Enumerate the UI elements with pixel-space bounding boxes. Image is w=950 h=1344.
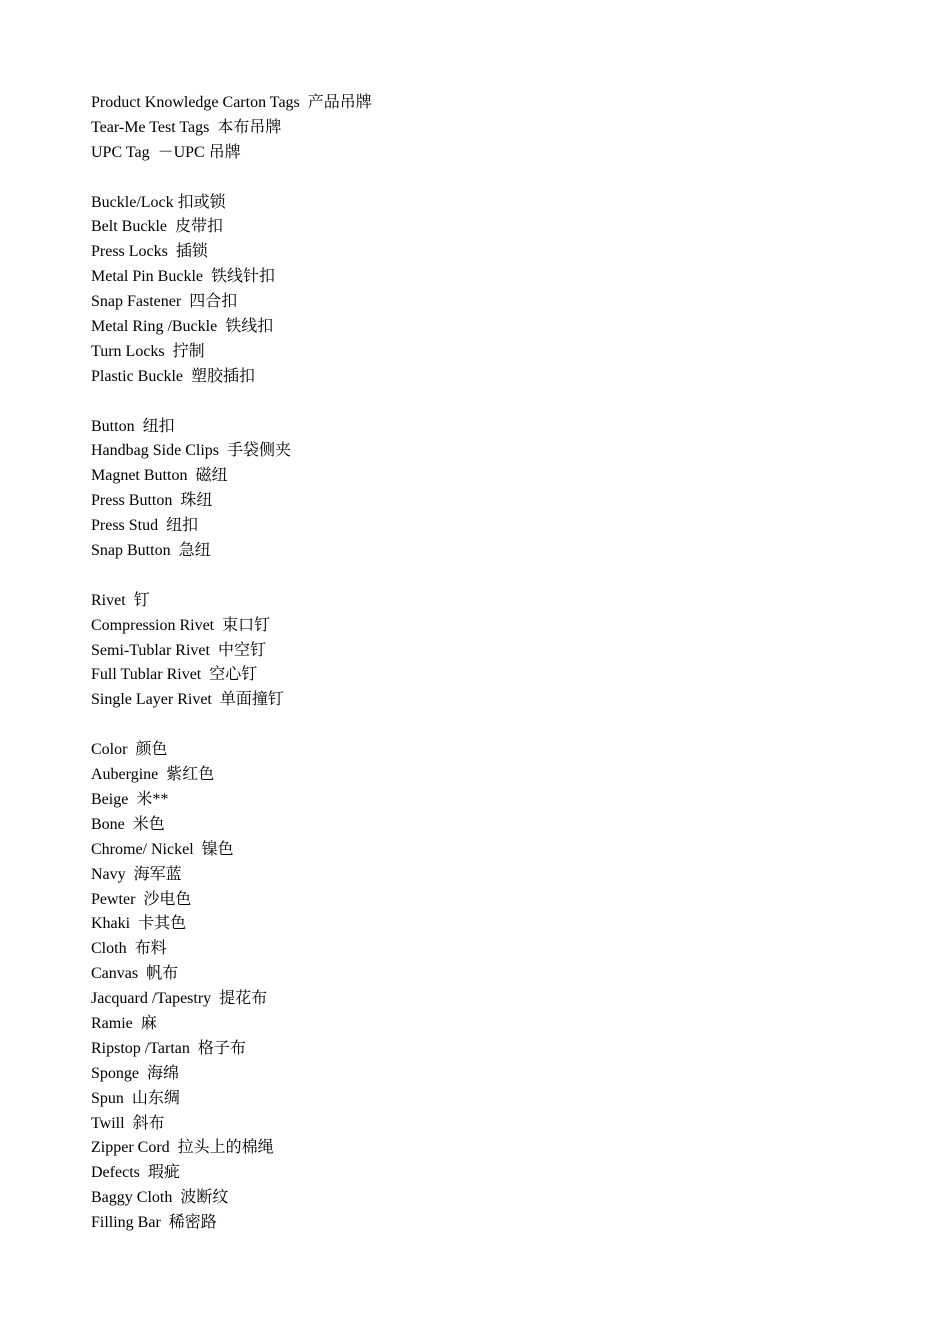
term-line: Aubergine 紫红色 bbox=[91, 766, 215, 784]
term-line: Magnet Button 磁纽 bbox=[91, 467, 228, 485]
term-line: Snap Fastener 四合扣 bbox=[91, 293, 238, 311]
term-line: Button 纽扣 bbox=[91, 417, 175, 435]
term-line: Cloth 布料 bbox=[91, 940, 167, 958]
term-line: Semi-Tublar Rivet 中空钉 bbox=[91, 641, 266, 659]
document-page bbox=[91, 91, 871, 1236]
term-line: Buckle/Lock 扣或锁 bbox=[91, 193, 226, 211]
term-line: Ripstop /Tartan 格子布 bbox=[91, 1039, 246, 1057]
term-line: Product Knowledge Carton Tags 产品吊牌 bbox=[91, 94, 372, 111]
section-gap bbox=[91, 166, 871, 191]
term-line: Zipper Cord 拉头上的棉绳 bbox=[91, 1139, 274, 1157]
section-rivet bbox=[91, 589, 871, 713]
term-line: Jacquard /Tapestry 提花布 bbox=[91, 990, 268, 1008]
section-gap bbox=[91, 713, 871, 738]
section-tags bbox=[91, 91, 871, 166]
term-line: Ramie 麻 bbox=[91, 1014, 157, 1032]
term-line: Khaki 卡其色 bbox=[91, 915, 187, 933]
term-line: Tear-Me Test Tags 本布吊牌 bbox=[91, 118, 282, 136]
section-buckle-lock bbox=[91, 191, 871, 390]
term-line: Spun 山东绸 bbox=[91, 1089, 180, 1107]
term-line: Press Locks 插锁 bbox=[91, 243, 208, 261]
term-line: Metal Pin Buckle 铁线针扣 bbox=[91, 268, 275, 286]
term-line: Pewter 沙电色 bbox=[91, 890, 192, 908]
term-line: Baggy Cloth 波断纹 bbox=[91, 1189, 229, 1207]
term-line: Metal Ring /Buckle 铁线扣 bbox=[91, 318, 274, 336]
term-line: Bone 米色 bbox=[91, 815, 165, 833]
term-line: Single Layer Rivet 单面撞钉 bbox=[91, 691, 284, 709]
term-line: Compression Rivet 束口钉 bbox=[91, 616, 271, 634]
term-line: Defects 瑕疵 bbox=[91, 1164, 180, 1182]
term-line: Rivet 钉 bbox=[91, 591, 150, 609]
section-gap bbox=[91, 390, 871, 415]
term-line: Twill 斜布 bbox=[91, 1114, 165, 1132]
term-line: Navy 海军蓝 bbox=[91, 865, 182, 883]
term-line: Beige 米** bbox=[91, 790, 169, 808]
section-gap bbox=[91, 564, 871, 589]
term-line: Filling Bar 稀密路 bbox=[91, 1214, 217, 1232]
term-line: Belt Buckle 皮带扣 bbox=[91, 218, 223, 236]
term-line: Press Button 珠纽 bbox=[91, 492, 213, 510]
term-line: UPC Tag －UPC 吊牌 bbox=[91, 143, 241, 161]
term-line: Color 颜色 bbox=[91, 741, 168, 759]
term-line: Plastic Buckle 塑胶插扣 bbox=[91, 367, 255, 385]
term-line: Canvas 帆布 bbox=[91, 965, 179, 983]
term-line: Handbag Side Clips 手袋侧夹 bbox=[91, 442, 291, 460]
term-line: Full Tublar Rivet 空心钉 bbox=[91, 666, 258, 684]
term-line: Sponge 海绵 bbox=[91, 1064, 180, 1082]
term-line: Press Stud 纽扣 bbox=[91, 517, 199, 535]
section-button bbox=[91, 415, 871, 564]
section-color-cloth bbox=[91, 738, 871, 1236]
term-line: Turn Locks 拧制 bbox=[91, 342, 205, 360]
term-line: Snap Button 急纽 bbox=[91, 542, 211, 560]
term-line: Chrome/ Nickel 镍色 bbox=[91, 840, 234, 858]
